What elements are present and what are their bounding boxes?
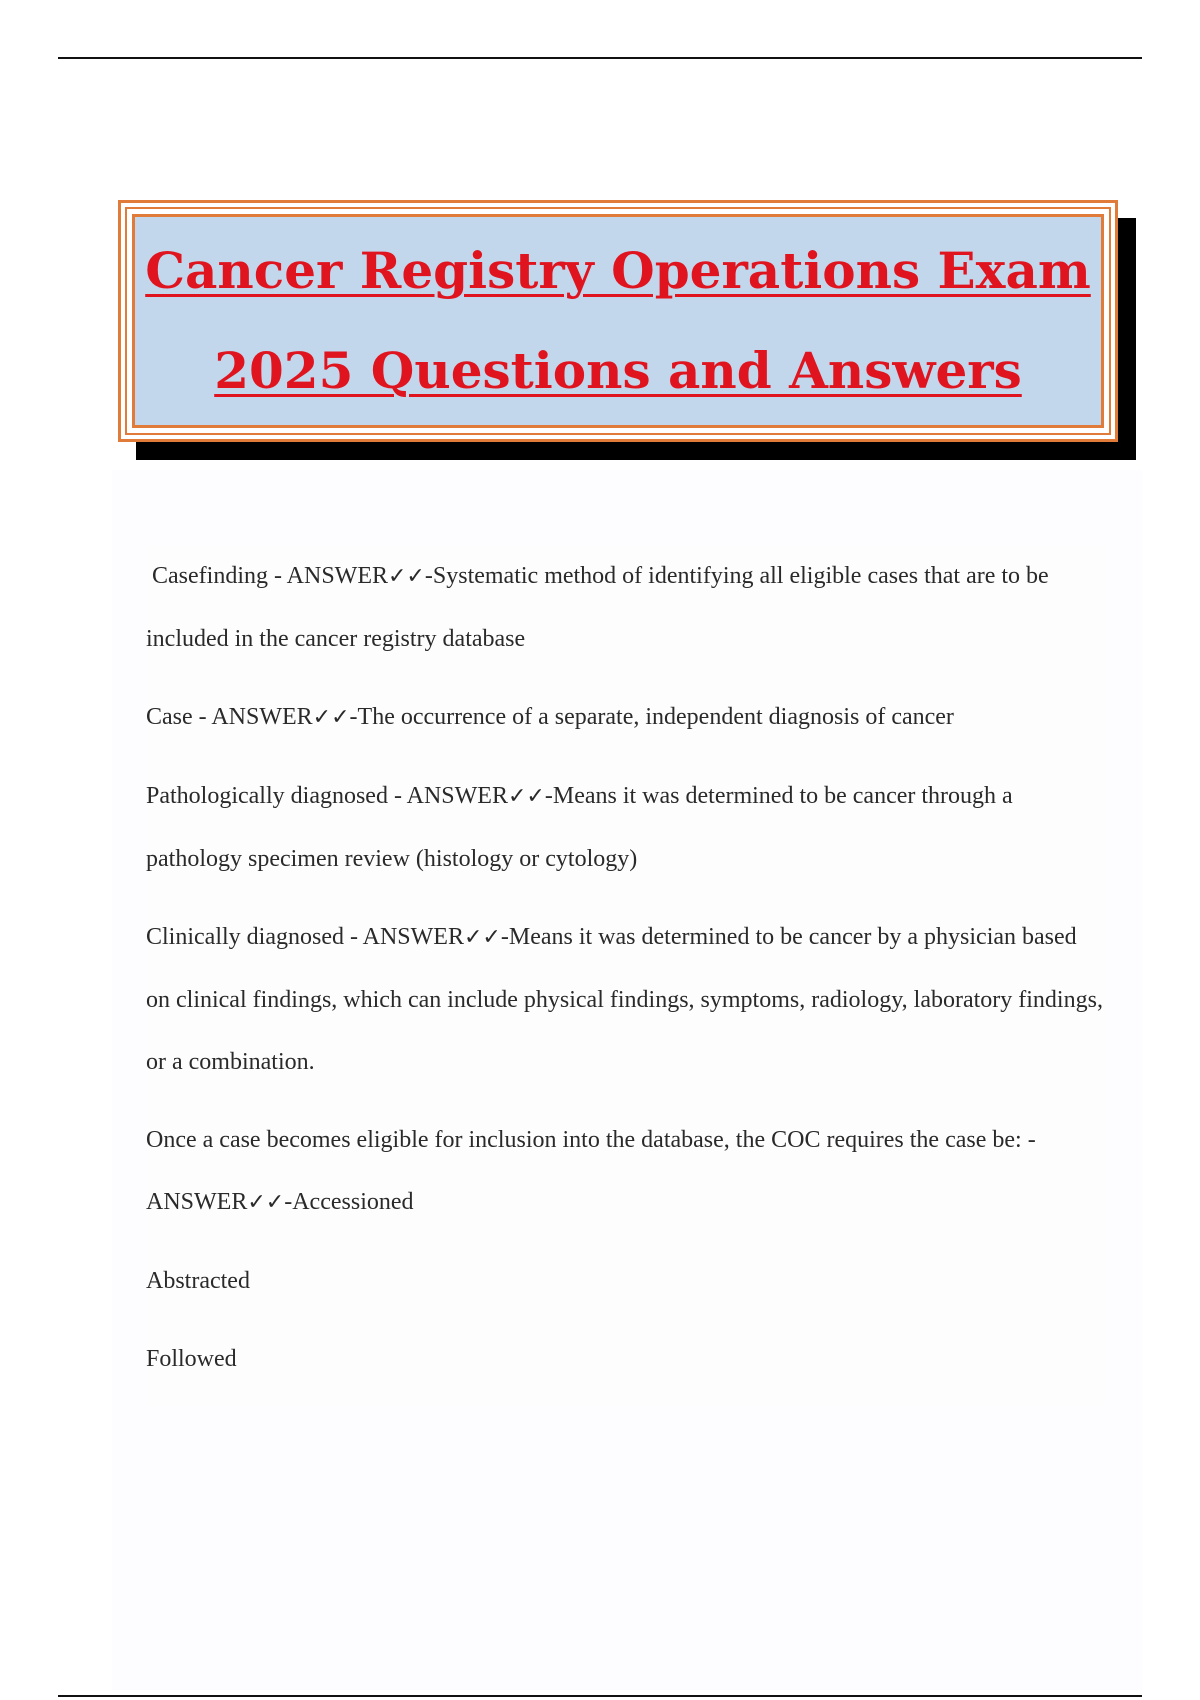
answer-marker: ANSWER (211, 704, 313, 730)
answer-text: Means it was determined to be cancer through a pathology specimen review (histology or cytology) (146, 783, 1013, 872)
title-frame-outer (118, 200, 1118, 442)
check-icon: ✓✓ (388, 564, 425, 589)
answer-text: Means it was determined to be cancer by a physician based on clinical findings, which can include physical findings, symptoms, radiology, laboratory findings, or a combination. (146, 924, 1103, 1075)
answer-marker: ANSWER (286, 563, 388, 589)
qa-item-pathologically-diagnosed: Pathologically diagnosed - ANSWER✓✓-Means it was determined to be cancer through a pathology specimen review (histology or cytology) (146, 783, 1013, 872)
check-icon: ✓✓ (507, 784, 545, 809)
bottom-rule (58, 1695, 1142, 1697)
check-icon: ✓✓ (247, 1190, 285, 1215)
qa-item-case: Case - ANSWER✓✓-The occurrence of a separate, independent diagnosis of cancer (146, 704, 954, 730)
question-text: Clinically diagnosed (146, 924, 344, 950)
question-text: Case (146, 704, 193, 730)
answer-line-abstracted: Abstracted (146, 1268, 250, 1294)
question-text: Once a case becomes eligible for inclusion into the database, the COC requires the case be: (146, 1127, 1022, 1153)
answer-text: Accessioned (292, 1189, 414, 1215)
qa-item-casefinding: Casefinding - ANSWER✓✓-Systematic method of identifying all eligible cases that are to be included in the cancer registry database (146, 563, 1049, 652)
title-line-1: Cancer Registry Operations Exam (145, 241, 1091, 300)
answer-marker: ANSWER (406, 783, 508, 809)
title-frame-middle (125, 207, 1111, 435)
answer-marker: ANSWER (146, 1189, 248, 1215)
answer-text: Systematic method of identifying all eligible cases that are to be included in the cancer registry database (146, 563, 1049, 652)
title-banner (118, 200, 1118, 442)
question-text: Casefinding (152, 563, 268, 589)
check-icon: ✓✓ (463, 925, 501, 950)
answer-line-followed: Followed (146, 1346, 237, 1372)
top-rule (58, 57, 1142, 59)
title-line-2: 2025 Questions and Answers (214, 341, 1022, 400)
answer-marker: ANSWER (362, 924, 464, 950)
qa-item-clinically-diagnosed: Clinically diagnosed - ANSWER✓✓-Means it was determined to be cancer by a physician based on clinical findings, which can include physical findings, symptoms, radiology, laboratory findings, or a combination. (146, 924, 1103, 1075)
title-frame-inner (132, 214, 1104, 428)
check-icon: ✓✓ (312, 705, 350, 730)
qa-item-coc-requirement: Once a case becomes eligible for inclusion into the database, the COC requires the case be: - ANSWER✓✓-Accessioned (146, 1127, 1036, 1215)
question-text: Pathologically diagnosed (146, 783, 388, 809)
answer-text: The occurrence of a separate, independent diagnosis of cancer (357, 704, 954, 730)
qa-content (146, 545, 1106, 1406)
